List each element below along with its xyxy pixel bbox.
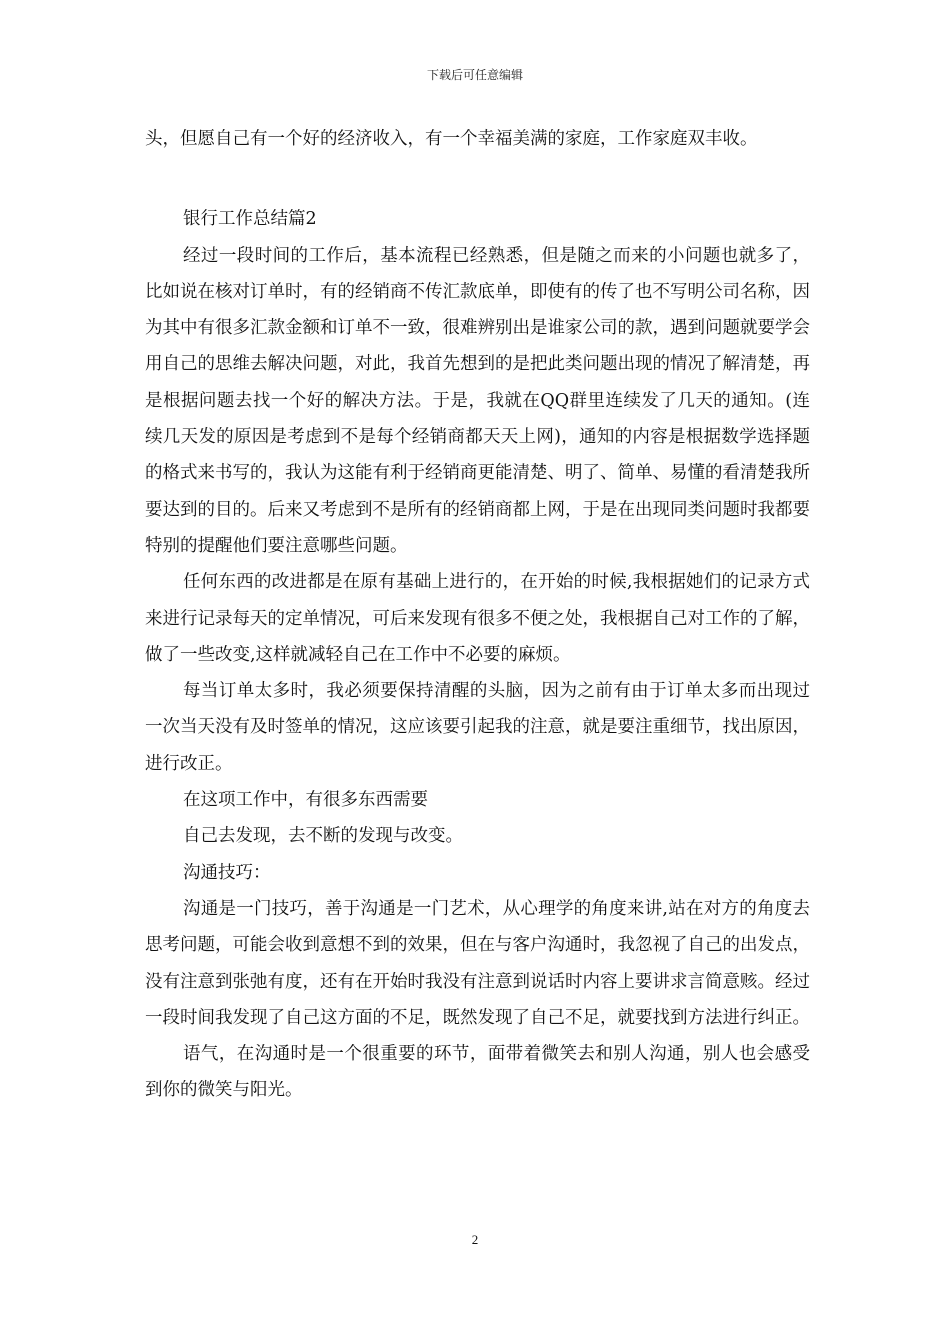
- paragraph: 自己去发现，去不断的发现与改变。: [183, 826, 463, 847]
- section-heading: 银行工作总结篇2: [183, 209, 317, 230]
- section-gap: [145, 157, 810, 201]
- paragraph-continuation: 头，但愿自己有一个好的经济收入，有一个幸福美满的家庭，工作家庭双丰收。: [145, 129, 758, 149]
- page-header: 下载后可任意编辑: [426, 68, 523, 82]
- paragraph: 任何东西的改进都是在原有基础上进行的，在开始的时候,我根据她们的记录方式来进行记录每天的定单情况，可后来发现有很多不便之处，我根据自己对工作的了解，做了一些改变,这样就减轻自己在工作中不必要的麻烦。: [145, 572, 810, 665]
- paragraph: 语气，在沟通时是一个很重要的环节，面带着微笑去和别人沟通，别人也会感受到你的微笑与阳光。: [145, 1044, 810, 1101]
- paragraph: 经过一段时间的工作后，基本流程已经熟悉，但是随之而来的小问题也就多了，比如说在核对订单时，有的经销商不传汇款底单，即使有的传了也不写明公司名称，因为其中有很多汇款金额和订单不一致，很难辨别出是谁家公司的款，遇到问题就要学会用自己的思维去解决问题，对此，我首先想到的是把此类问题出现的情况了解清楚，再是根据问题去找一个好的解决方法。于是，我就在QQ群里连续发了几天的通知。(连续几天发的原因是考虑到不是每个经销商都天天上网)，通知的内容是根据数学选择题的格式来书写的，我认为这能有利于经销商更能清楚、明了、简单、易懂的看清楚我所要达到的目的。后来又考虑到不是所有的经销商都上网，于是在出现同类问题时我都要特别的提醒他们要注意哪些问题。: [145, 245, 810, 556]
- subheading: 沟通技巧：: [183, 862, 271, 883]
- page-number: 2: [471, 1232, 479, 1247]
- paragraph: 沟通是一门技巧，善于沟通是一门艺术，从心理学的角度来讲,站在对方的角度去思考问题，可能会收到意想不到的效果，但在与客户沟通时，我忽视了自己的出发点，没有注意到张弛有度，还有在开始时我没有注意到说话时内容上要讲求言简意赅。经过一段时间我发现了自己这方面的不足，既然发现了自己不足，就要找到方法进行纠正。: [145, 898, 810, 1028]
- paragraph: 在这项工作中，有很多东西需要: [183, 790, 428, 811]
- paragraph: 每当订单太多时，我必须要保持清醒的头脑，因为之前有由于订单太多而出现过一次当天没有及时签单的情况，这应该要引起我的注意，就是要注重细节，找出原因，进行改正。: [145, 681, 810, 774]
- document-body: [145, 121, 810, 1109]
